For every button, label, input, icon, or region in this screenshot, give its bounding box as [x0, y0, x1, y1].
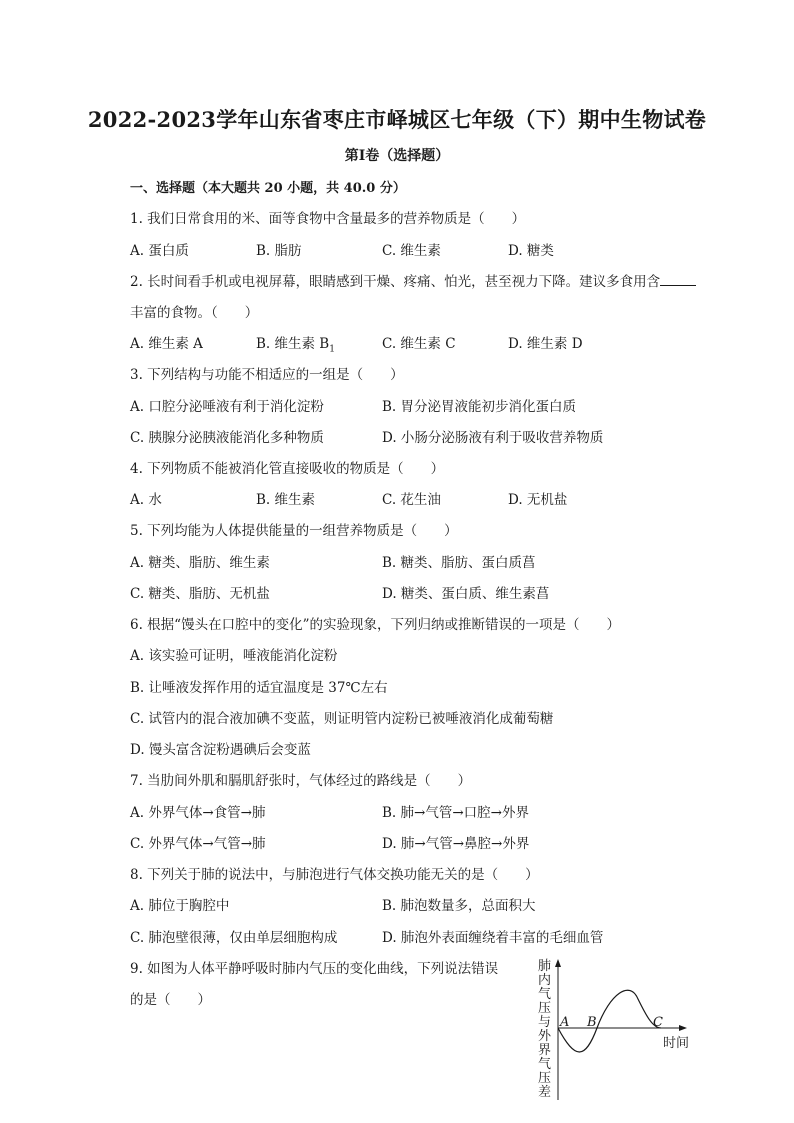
- q4-option-c: C. 花生油: [382, 492, 441, 508]
- q7-option-a: A. 外界气体→食管→肺: [130, 805, 266, 821]
- q5-option-b: B. 糖类、脂肪、蛋白质菖: [382, 555, 536, 571]
- y-axis-arrow-icon: [555, 959, 561, 967]
- section-subtitle: 第Ⅰ卷（选择题）: [344, 148, 450, 164]
- q8-option-d: D. 肺泡外表面缠绕着丰富的毛细血管: [382, 930, 604, 946]
- q7-option-d: D. 肺→气管→鼻腔→外界: [382, 836, 530, 852]
- q3-option-c: C. 胰腺分泌胰液能消化多种物质: [130, 430, 324, 446]
- x-axis-arrow-icon: [679, 1025, 687, 1031]
- y-label-char: 气: [538, 1057, 552, 1072]
- q3-option-b: B. 胃分泌胃液能初步消化蛋白质: [382, 399, 577, 415]
- q2-option-d: D. 维生素 D: [508, 336, 583, 352]
- y-label-char: 肺: [538, 959, 552, 974]
- y-label-char: 差: [538, 1085, 552, 1100]
- subscript: 1: [329, 344, 335, 355]
- section-heading: 一、选择题（本大题共 20 小题，共 40.0 分）: [130, 181, 406, 196]
- point-b-label: B: [587, 1015, 597, 1030]
- q7-option-c: C. 外界气体→气管→肺: [130, 836, 266, 852]
- q2-option-c: C. 维生素 C: [382, 336, 456, 352]
- x-axis-label: 时间: [663, 1036, 690, 1051]
- question-2-stem-cont: 丰富的食物。（ ）: [130, 305, 259, 321]
- q7-option-b: B. 肺→气管→口腔→外界: [382, 805, 529, 821]
- answer-blank: [660, 273, 696, 286]
- q1-option-a: A. 蛋白质: [130, 243, 189, 259]
- y-label-char: 压: [538, 1001, 552, 1016]
- q2-stem-text: 2. 长时间看手机或电视屏幕，眼睛感到干燥、疼痛、怕光，甚至视力下降。建议多食用含: [130, 274, 661, 290]
- question-3-stem: 3. 下列结构与功能不相适应的一组是（ ）: [130, 367, 404, 383]
- question-8-stem: 8. 下列关于肺的说法中，与肺泡进行气体交换功能无关的是（ ）: [130, 867, 539, 883]
- q3-option-a: A. 口腔分泌唾液有利于消化淀粉: [130, 399, 324, 415]
- q2-option-a: A. 维生素 A: [130, 336, 203, 352]
- q8-option-b: B. 肺泡数量多，总面积大: [382, 898, 536, 914]
- q2-option-b-text: B. 维生素 B: [256, 336, 330, 352]
- point-a-label: A: [560, 1015, 570, 1030]
- q6-option-a: A. 该实验可证明，唾液能消化淀粉: [130, 648, 338, 664]
- q6-option-b: B. 让唾液发挥作用的适宜温度是 37℃左右: [130, 680, 388, 696]
- question-2-stem: [130, 270, 696, 290]
- question-4-stem: 4. 下列物质不能被消化管直接吸收的物质是（ ）: [130, 461, 445, 477]
- q1-option-b: B. 脂肪: [256, 243, 302, 259]
- q8-option-a: A. 肺位于胸腔中: [130, 898, 230, 914]
- y-label-char: 压: [538, 1071, 552, 1086]
- question-9-stem-cont: 的是（ ）: [130, 992, 211, 1008]
- q3-option-d: D. 小肠分泌肠液有利于吸收营养物质: [382, 430, 604, 446]
- y-label-char: 外: [538, 1029, 552, 1044]
- q4-option-b: B. 维生素: [256, 492, 316, 508]
- question-7-stem: 7. 当肋间外肌和膈肌舒张时，气体经过的路线是（ ）: [130, 773, 472, 789]
- q2-option-b: [256, 332, 335, 355]
- q5-option-c: C. 糖类、脂肪、无机盐: [130, 586, 270, 602]
- page-title: 2022-2023学年山东省枣庄市峄城区七年级（下）期中生物试卷: [87, 107, 707, 132]
- q4-option-d: D. 无机盐: [508, 492, 568, 508]
- q1-option-d: D. 糖类: [508, 243, 554, 259]
- q6-option-c: C. 试管内的混合液加碘不变蓝，则证明管内淀粉已被唾液消化成葡萄糖: [130, 711, 554, 727]
- q4-option-a: A. 水: [130, 492, 162, 508]
- y-label-char: 与: [538, 1015, 552, 1030]
- question-5-stem: 5. 下列均能为人体提供能量的一组营养物质是（ ）: [130, 523, 458, 539]
- y-label-char: 气: [538, 987, 552, 1002]
- point-c-label: C: [653, 1015, 663, 1030]
- pressure-curve: [558, 990, 661, 1052]
- q1-option-c: C. 维生素: [382, 243, 441, 259]
- q5-option-d: D. 糖类、蛋白质、维生素菖: [382, 586, 550, 602]
- question-9-stem: 9. 如图为人体平静呼吸时肺内气压的变化曲线，下列说法错误: [130, 961, 499, 977]
- pressure-curve-graph: [535, 955, 700, 1105]
- q6-option-d: D. 馒头富含淀粉遇碘后会变蓝: [130, 742, 311, 758]
- y-label-char: 内: [538, 973, 552, 988]
- question-6-stem: 6. 根据“馒头在口腔中的变化”的实验现象，下列归纳或推断错误的一项是（ ）: [130, 617, 620, 633]
- q8-option-c: C. 肺泡壁很薄，仅由单层细胞构成: [130, 930, 338, 946]
- y-label-char: 界: [538, 1043, 552, 1058]
- q5-option-a: A. 糖类、脂肪、维生素: [130, 555, 270, 571]
- question-1-stem: 1. 我们日常食用的米、面等食物中含量最多的营养物质是（ ）: [130, 211, 526, 227]
